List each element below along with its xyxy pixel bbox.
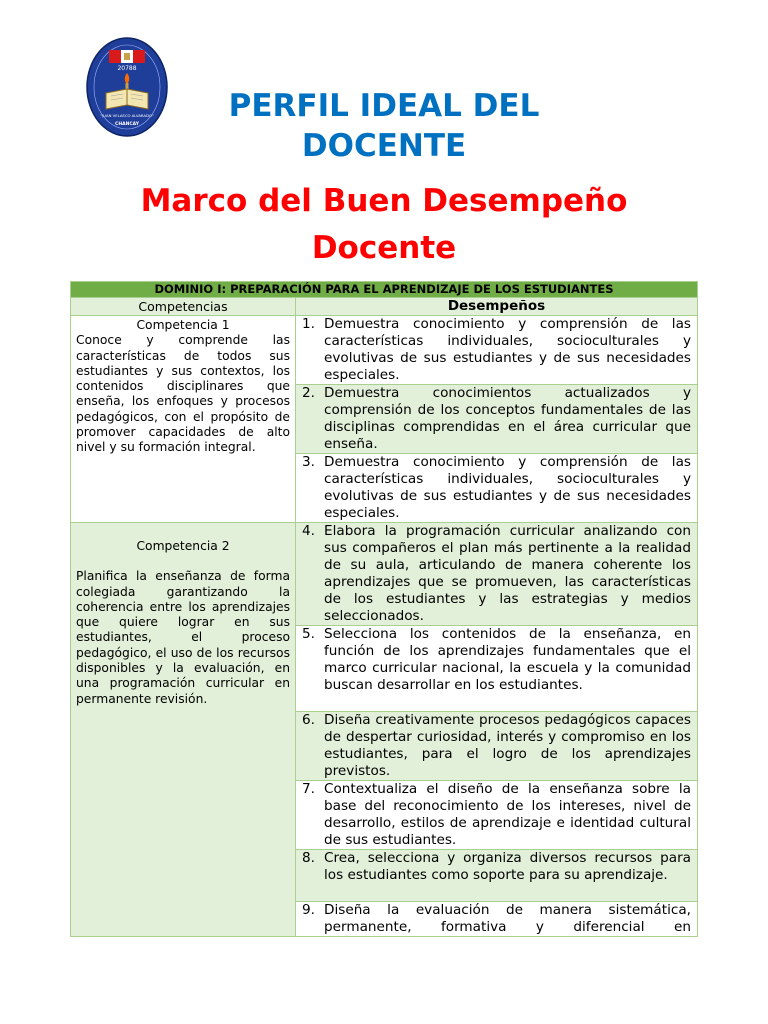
svg-text:CHANCAY: CHANCAY: [115, 122, 139, 127]
page-subtitle: [60, 178, 708, 272]
competencia-2-cell: [71, 523, 296, 937]
competencia-description: Planifica la enseñanza de forma colegiada garantizando la coherencia entre los aprendizajes que quiere lograr en sus estudiantes, el proceso pedagógico, el uso de los recursos disponibles y la evaluación, en una programación curricular en permanente revisión.: [76, 569, 290, 706]
desempeno-text: Elabora la programación curricular analizando con sus compañeros el plan más pertinente a la realidad de su aula, articulando de manera coherente los aprendizajes que se promueven, las características de los estudiantes y las estrategias y medios seleccionados.: [324, 523, 691, 624]
page-subtitle-line2: Docente: [311, 230, 457, 266]
desempeno-number: 7.: [302, 781, 315, 797]
desempeno-item: [296, 316, 698, 385]
desempeno-item: [296, 781, 698, 850]
desempeno-item: [296, 385, 698, 454]
desempeno-text: Diseña la evaluación de manera sistemática, permanente, formativa y diferencial en: [324, 902, 691, 935]
desempeno-item: [296, 902, 698, 937]
desempeno-item: [296, 712, 698, 781]
svg-text:"JUAN VELASCO ALVARADO": "JUAN VELASCO ALVARADO": [100, 113, 154, 118]
desempeno-number: 5.: [302, 626, 315, 642]
page-title-line1: PERFIL IDEAL DEL: [228, 88, 540, 124]
desempeno-text: Demuestra conocimiento y comprensión de las características individuales, socioculturales y evolutivas de sus estudiantes y de sus necesidades especiales.: [324, 316, 691, 383]
desempeno-number: 6.: [302, 712, 315, 728]
domain-header-row: [71, 282, 698, 298]
column-header-competencias: Competencias: [71, 298, 296, 316]
competencia-1-cell: [71, 316, 296, 523]
desempeno-text: Demuestra conocimientos actualizados y comprensión de los conceptos fundamentales de las disciplinas comprendidas en el área curricular que enseña.: [324, 385, 691, 452]
desempeno-item: [296, 850, 698, 902]
desempeno-item: [296, 454, 698, 523]
competencia-title: Competencia 2: [136, 539, 230, 553]
desempeno-item: [296, 523, 698, 626]
svg-text:20788: 20788: [117, 65, 137, 72]
page-title: [140, 86, 628, 166]
desempeno-number: 9.: [302, 902, 315, 918]
page-title-line2: DOCENTE: [301, 128, 467, 164]
table-row: [71, 316, 698, 385]
desempeno-number: 8.: [302, 850, 315, 866]
desempeno-number: 2.: [302, 385, 315, 401]
desempeno-number: 3.: [302, 454, 315, 470]
desempeno-text: Selecciona los contenidos de la enseñanza, en función de los aprendizajes fundamentales que el marco curricular nacional, la escuela y la comunidad buscan desarrollar en los estudiantes.: [324, 626, 691, 693]
column-header-desempenos: Desempeños: [296, 298, 698, 316]
desempeno-text: Demuestra conocimiento y comprensión de las características individuales, socioculturales y evolutivas de sus estudiantes y de sus necesidades especiales.: [324, 454, 691, 521]
desempeno-number: 4.: [302, 523, 315, 539]
desempeno-item: [296, 626, 698, 712]
competencias-table: [70, 281, 698, 937]
desempeno-text: Contextualiza el diseño de la enseñanza sobre la base del reconocimiento de los intereses, nivel de desarrollo, estilos de aprendizaje e identidad cultural de sus estudiantes.: [324, 781, 691, 848]
table-row: [71, 523, 698, 626]
competencia-description: Conoce y comprende las características de todos sus estudiantes y sus contextos, los contenidos disciplinares que enseña, los enfoques y procesos pedagógicos, con el propósito de promover capacidades de alto nivel y su formación integral.: [76, 333, 290, 455]
desempeno-text: Diseña creativamente procesos pedagógicos capaces de despertar curiosidad, interés y compromiso en los estudiantes, para el logro de los aprendizajes previstos.: [324, 712, 691, 779]
domain-title: DOMINIO I: PREPARACIÓN PARA EL APRENDIZAJE DE LOS ESTUDIANTES: [71, 282, 698, 298]
column-header-row: [71, 298, 698, 316]
desempeno-number: 1.: [302, 316, 315, 332]
page-subtitle-line1: Marco del Buen Desempeño: [140, 183, 628, 219]
desempeno-text: Crea, selecciona y organiza diversos recursos para los estudiantes como soporte para su aprendizaje.: [324, 850, 691, 883]
competencia-title: Competencia 1: [136, 318, 230, 332]
